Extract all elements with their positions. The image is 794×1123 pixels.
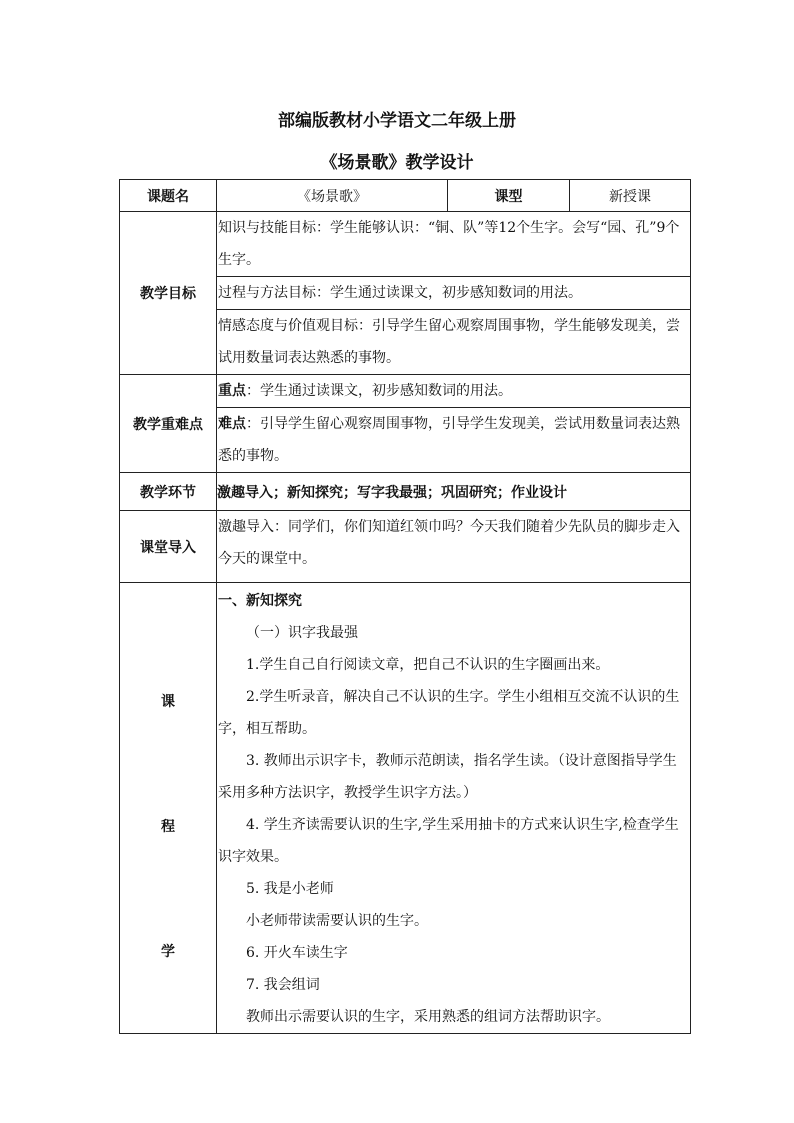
goal-method: 过程与方法目标：学生通过读课文，初步感知数词的用法。	[217, 277, 691, 310]
focus-tag: 重点	[218, 383, 246, 399]
process-line-3: 3. 教师出示识字卡，教师示范朗读，指名学生读。（设计意图指导学生采用多种方法识字，教授学生识字方法。）	[218, 753, 677, 801]
process-line-7: 6. 开火车读生字	[246, 945, 348, 961]
table-row-goals	[120, 212, 691, 277]
lesson-plan-table	[119, 179, 691, 1034]
side-char-1: 课	[161, 694, 175, 710]
focus-text: ：学生通过读课文，初步感知数词的用法。	[246, 383, 512, 399]
focus-point	[217, 375, 691, 408]
stages-label: 教学环节	[120, 473, 217, 511]
intro-value: 激趣导入：同学们，你们知道红领巾吗？今天我们随着少先队员的脚步走入今天的课堂中。	[217, 511, 691, 583]
table-row-topic	[120, 180, 691, 212]
lesson-title: 《场景歌》教学设计	[320, 153, 474, 173]
difficult-text: ：引导学生留心观察周围事物，引导学生发现美，尝试用数量词表达熟悉的事物。	[218, 416, 680, 464]
process-line-2: 2.学生听录音，解决自己不认识的生字。学生小组相互交流不认识的生字，相互帮助。	[218, 689, 680, 737]
process-line-5: 5. 我是小老师	[246, 881, 334, 897]
goal-emotion: 情感态度与价值观目标：引导学生留心观察周围事物，学生能够发现美，尝试用数量词表达熟悉的事物。	[217, 310, 691, 375]
intro-label: 课堂导入	[120, 511, 217, 583]
difficult-point	[217, 408, 691, 473]
lesson-type-value: 新授课	[570, 180, 691, 212]
process-line-1: 1.学生自己自行阅读文章，把自己不认识的生字圈画出来。	[246, 657, 610, 673]
topic-value: 《场景歌》	[217, 180, 448, 212]
process-line-6: 小老师带读需要认识的生字。	[246, 913, 428, 929]
goal-knowledge: 知识与技能目标：学生能够认识：“铜、队”等12个生字。会写“园、孔”9个生字。	[217, 212, 691, 277]
process-line-4: 4. 学生齐读需要认识的生字,学生采用抽卡的方式来认识生字,检查学生识字效果。	[218, 817, 679, 865]
table-row-stages	[120, 473, 691, 511]
key-points-label: 教学重难点	[120, 375, 217, 473]
process-side-label	[120, 583, 217, 1034]
topic-label: 课题名	[120, 180, 217, 212]
process-heading: 一、新知探究	[218, 593, 302, 609]
table-row-intro	[120, 511, 691, 583]
side-char-3: 学	[161, 944, 175, 960]
stages-value: 激趣导入；新知探究；写字我最强；巩固研究；作业设计	[217, 473, 691, 511]
side-char-2: 程	[161, 819, 175, 835]
process-subheading: （一）识字我最强	[246, 625, 358, 641]
document-title: 部编版教材小学语文二年级上册	[278, 111, 516, 131]
process-line-9: 教师出示需要认识的生字，采用熟悉的组词方法帮助识字。	[246, 1009, 610, 1025]
table-row-process	[120, 583, 691, 1034]
lesson-type-label: 课型	[448, 180, 570, 212]
difficult-tag: 难点	[218, 416, 246, 432]
process-line-8: 7. 我会组词	[246, 977, 320, 993]
process-content	[217, 583, 691, 1034]
goals-label: 教学目标	[120, 212, 217, 375]
table-row-key-points	[120, 375, 691, 408]
